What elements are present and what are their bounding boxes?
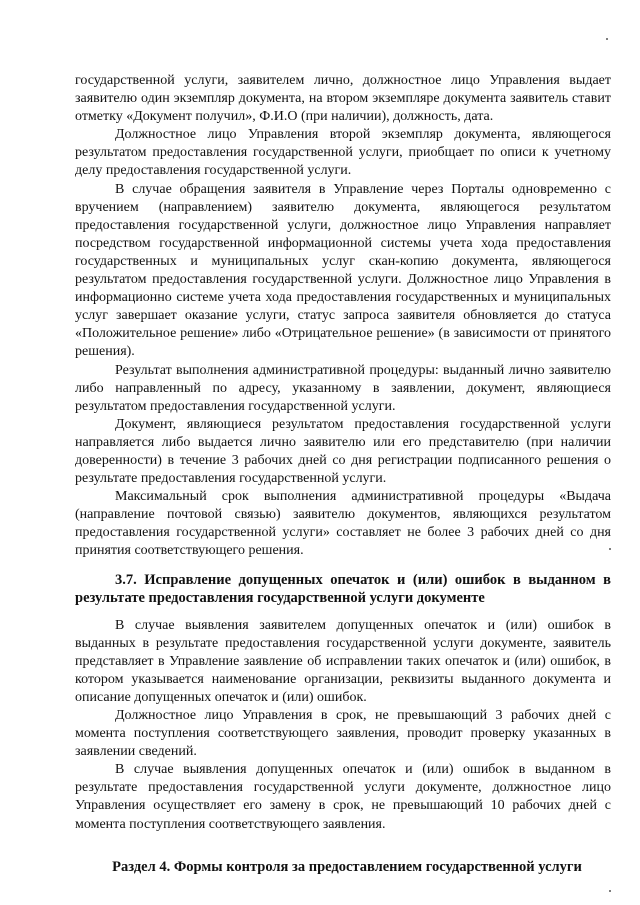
document-body xyxy=(75,72,611,876)
paragraph: Максимальный срок выполнения административной процедуры «Выдача (направление почтовой связью) заявителю документов, являющихся результатом предоставления государственной услуги» составляет не более 3 рабочих дней со дня принятия соответствующего решения. xyxy=(75,489,611,559)
paragraph: В случае выявления заявителем допущенных опечаток и (или) ошибок в выданных в результате предоставления государственной услуги документе, заявитель представляет в Управление заявление об исправлении таких опечаток и (или) ошибок, в котором указывается наименование организации, реквизиты выданного документа и описание допущенных опечаток и (или) ошибок. xyxy=(75,617,611,705)
section-3-7-heading: 3.7. Исправление допущенных опечаток и (или) ошибок в выданном в результате предоставления государственной услуги документе xyxy=(75,571,611,606)
paragraph: Результат выполнения административной процедуры: выданный лично заявителю либо направленный по адресу, указанному в заявлении, документ, являющиеся результатом предоставления государственной услуги. xyxy=(75,362,611,414)
scan-speck xyxy=(606,38,608,40)
paragraph: Должностное лицо Управления в срок, не превышающий 3 рабочих дней с момента поступления соответствующего заявления, проводит проверку указанных в заявлении сведений. xyxy=(75,708,611,760)
scan-speck xyxy=(609,890,611,892)
paragraph: В случае обращения заявителя в Управление через Порталы одновременно с вручением (направлением) заявителю документа, являющегося результатом предоставления государственной услуги, должностное лицо Управления направляет посредством государственной информационной системы учета хода предоставления государственных и муниципальных услуг скан-копию документа, являющегося результатом предоставления государственной услуги. Должностное лицо Управления в информационно системе учета хода предоставления государственных и муниципальных услуг завершает оказание услуги, статус запроса заявителя обновляется до статуса «Положительное решение» либо «Отрицательное решение» (в зависимости от принятого решения). xyxy=(75,181,611,360)
scan-speck xyxy=(609,548,611,550)
paragraph-continuation: государственной услуги, заявителем лично, должностное лицо Управления выдает заявителю один экземпляр документа, на втором экземпляре документа заявитель ставит отметку «Документ получил», Ф.И.О (при наличии), должность, дата. xyxy=(75,73,611,125)
section-4-heading: Раздел 4. Формы контроля за предоставлением государственной услуги xyxy=(112,858,582,875)
paragraph: В случае выявления допущенных опечаток и (или) ошибок в выданном в результате предоставления государственной услуги документе, должностное лицо Управления осуществляет его замену в срок, не превышающий 10 рабочих дней с момента поступления соответствующего заявления. xyxy=(75,762,611,832)
spacer xyxy=(75,834,611,858)
paragraph: Должностное лицо Управления второй экземпляр документа, являющегося результатом предоставления государственной услуги, приобщает по описи к учетному делу предоставления государственной услуги. xyxy=(75,127,611,179)
paragraph: Документ, являющиеся результатом предоставления государственной услуги направляется либо выдается лично заявителю или его представителю (при наличии доверенности) в течение 3 рабочих дней со дня регистрации подписанного решения о результате предоставления государственной услуги. xyxy=(75,416,611,487)
